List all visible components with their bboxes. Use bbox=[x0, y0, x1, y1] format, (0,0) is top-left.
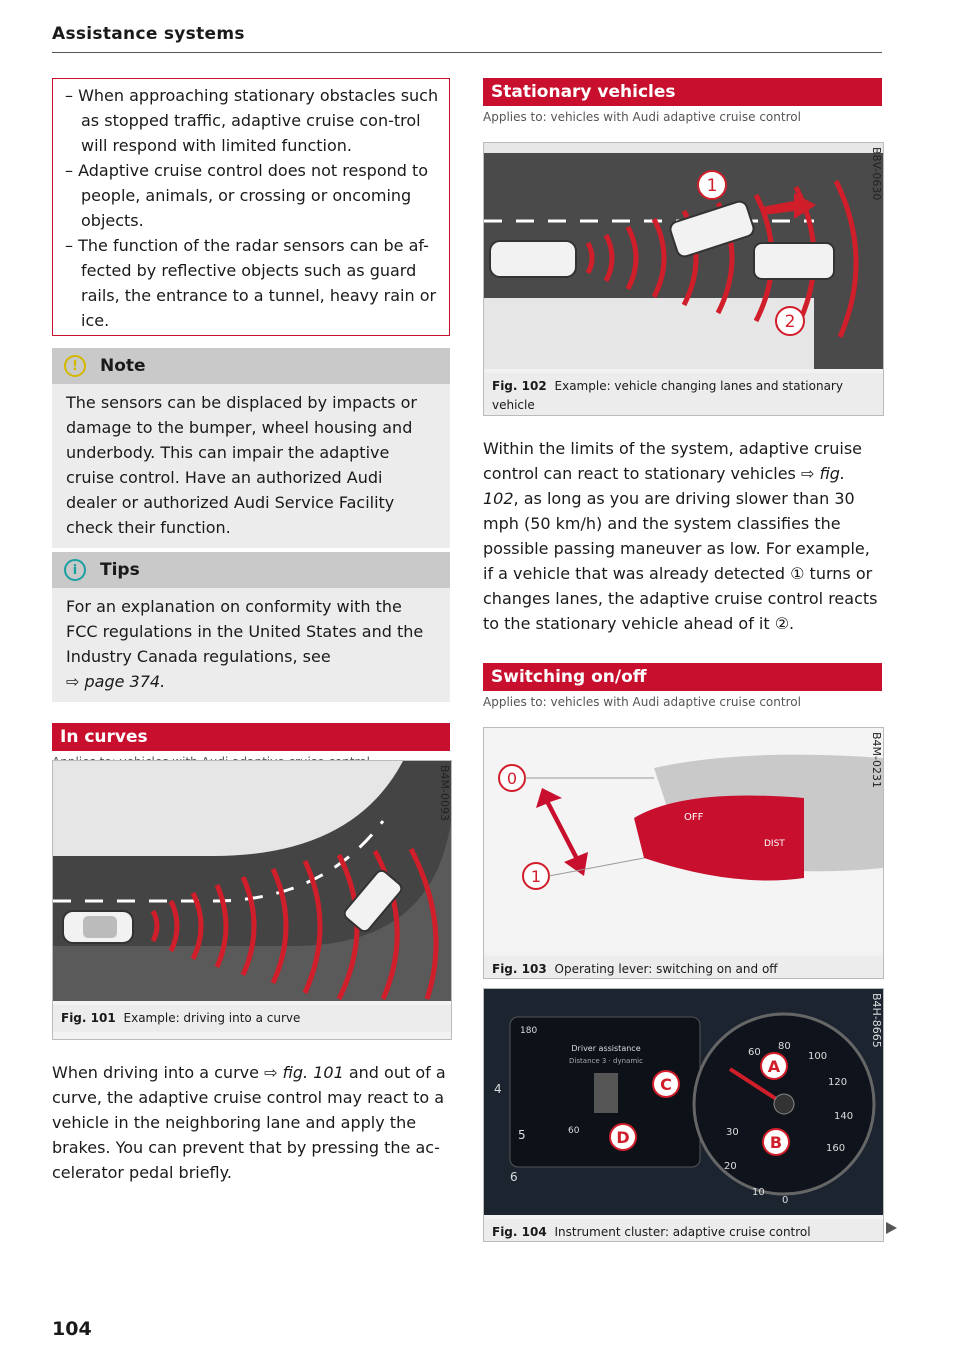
curves-heading: In curves bbox=[52, 723, 450, 751]
warning-box bbox=[52, 78, 450, 336]
warning-list bbox=[65, 83, 439, 333]
marker-a: A bbox=[767, 1057, 781, 1076]
note-box bbox=[52, 348, 450, 548]
stationary-applies: Applies to: vehicles with Audi adaptive cruise control bbox=[483, 110, 801, 124]
page-number: 104 bbox=[52, 1318, 92, 1340]
gauge-160: 160 bbox=[826, 1143, 846, 1154]
cluster-speed: 60 bbox=[568, 1126, 580, 1136]
gauge-10: 10 bbox=[752, 1187, 765, 1198]
tips-text: For an explanation on conformity with the FCC regulations in the United States and the Industry Canada regulations, see bbox=[66, 597, 424, 666]
stationary-text-2: , as long as you are driving slower than 30 mph (50 km/h) and the system classifies the possible passing maneuver as low. For example, if a vehicle that was already detected ① turns or changes lanes, the adaptive cruise control reacts to the stationary vehicle ahead of it ②. bbox=[483, 489, 878, 633]
figure-104 bbox=[483, 988, 884, 1242]
marker-0: 0 bbox=[506, 769, 518, 788]
marker-c: C bbox=[660, 1075, 672, 1094]
gauge-0: 0 bbox=[782, 1195, 789, 1206]
tips-box bbox=[52, 552, 450, 702]
curve-illustration bbox=[53, 761, 451, 1001]
gauge-20: 20 bbox=[724, 1161, 737, 1172]
cluster-odo: 180 bbox=[520, 1026, 538, 1036]
figure-102-caption bbox=[484, 373, 883, 416]
warning-item: – The function of the radar sensors can be af-fected by reflective objects such as guard rails, the entrance to a tunnel, heavy rain or ice. bbox=[65, 233, 439, 333]
gauge-30: 30 bbox=[726, 1127, 739, 1138]
tips-title: Tips bbox=[100, 560, 140, 580]
lever-label: OFF bbox=[684, 812, 704, 823]
fig103-label: Fig. 103 bbox=[492, 962, 547, 976]
cluster-illustration bbox=[484, 989, 883, 1215]
fig104-caption-text: Instrument cluster: adaptive cruise control bbox=[554, 1225, 811, 1239]
fig104-label: Fig. 104 bbox=[492, 1225, 547, 1239]
marker-d: D bbox=[616, 1128, 630, 1147]
curves-fig-ref[interactable]: ⇨ fig. 101 bbox=[264, 1063, 344, 1082]
fig101-code: B4M-0093 bbox=[438, 765, 451, 821]
fig101-label: Fig. 101 bbox=[61, 1011, 116, 1025]
exclamation-icon: ! bbox=[64, 355, 86, 377]
figure-101-caption bbox=[53, 1005, 451, 1032]
curves-text-2: and out of a curve, the adaptive cruise control may react to a vehicle in the neighboring lane and apply the brakes. You can prevent that by pressing the ac-celerator pedal briefly. bbox=[52, 1063, 446, 1182]
tips-body bbox=[52, 588, 450, 702]
switching-section bbox=[483, 663, 882, 709]
stationary-heading: Stationary vehicles bbox=[483, 78, 882, 106]
warning-item: – Adaptive cruise control does not respond to people, animals, or crossing or oncoming objects. bbox=[65, 158, 439, 233]
fig103-caption-text: Operating lever: switching on and off bbox=[554, 962, 778, 976]
marker-1: 1 bbox=[706, 176, 718, 196]
figure-104-caption bbox=[484, 1219, 883, 1242]
tips-page-link[interactable]: ⇨ page 374. bbox=[66, 672, 166, 691]
cluster-title: Driver assistance bbox=[571, 1044, 641, 1053]
note-text: The sensors can be displaced by impacts or damage to the bumper, wheel housing and underbody. This can impair the adaptive cruise control. Have an authorized Audi dealer or authorized Audi Service Facility check their function. bbox=[52, 384, 450, 548]
figure-103-caption bbox=[484, 956, 883, 979]
stationary-illustration bbox=[484, 143, 883, 369]
gauge-left-4: 4 bbox=[494, 1082, 502, 1096]
gauge-60: 60 bbox=[748, 1047, 761, 1058]
fig102-caption-text: Example: vehicle changing lanes and stationary vehicle bbox=[492, 379, 843, 412]
tips-header bbox=[52, 552, 450, 588]
figure-101 bbox=[52, 760, 452, 1040]
marker-1-lever: 1 bbox=[530, 867, 542, 886]
curves-paragraph bbox=[52, 1060, 450, 1185]
dist-label: DIST bbox=[764, 839, 785, 849]
warning-item: – When approaching stationary obstacles such as stopped traffic, adaptive cruise con-trol will respond with limited function. bbox=[65, 83, 439, 158]
stationary-text-1: Within the limits of the system, adaptive cruise control can react to stationary vehicles bbox=[483, 439, 863, 483]
fig104-code: B4H-8665 bbox=[870, 993, 883, 1048]
info-icon: i bbox=[64, 559, 86, 581]
gauge-140: 140 bbox=[834, 1111, 854, 1122]
fig102-code: B8V-0630 bbox=[870, 147, 883, 201]
note-header bbox=[52, 348, 450, 384]
lever-illustration bbox=[484, 728, 883, 952]
gauge-left-6: 6 bbox=[510, 1170, 518, 1184]
gauge-100: 100 bbox=[808, 1051, 828, 1062]
gauge-left-5: 5 bbox=[518, 1128, 526, 1142]
figure-103 bbox=[483, 727, 884, 979]
fig101-caption-text: Example: driving into a curve bbox=[123, 1011, 301, 1025]
stationary-paragraph bbox=[483, 436, 882, 636]
page-header-title: Assistance systems bbox=[52, 24, 245, 44]
header-divider bbox=[52, 52, 882, 53]
next-page-arrow-icon[interactable] bbox=[886, 1222, 897, 1234]
stationary-section bbox=[483, 78, 882, 124]
note-title: Note bbox=[100, 356, 146, 376]
gauge-80: 80 bbox=[778, 1041, 791, 1052]
cluster-subtitle: Distance 3 · dynamic bbox=[569, 1057, 643, 1065]
switching-heading: Switching on/off bbox=[483, 663, 882, 691]
fig102-label: Fig. 102 bbox=[492, 379, 547, 393]
curves-text-1: When driving into a curve bbox=[52, 1063, 259, 1082]
marker-2: 2 bbox=[784, 312, 796, 332]
marker-b: B bbox=[769, 1133, 783, 1152]
figure-102 bbox=[483, 142, 884, 416]
switching-applies: Applies to: vehicles with Audi adaptive cruise control bbox=[483, 695, 801, 709]
gauge-120: 120 bbox=[828, 1077, 848, 1088]
fig103-code: B4M-0231 bbox=[870, 732, 883, 788]
stationary-fig-ref[interactable]: ⇨ fig. 102 bbox=[483, 464, 846, 508]
